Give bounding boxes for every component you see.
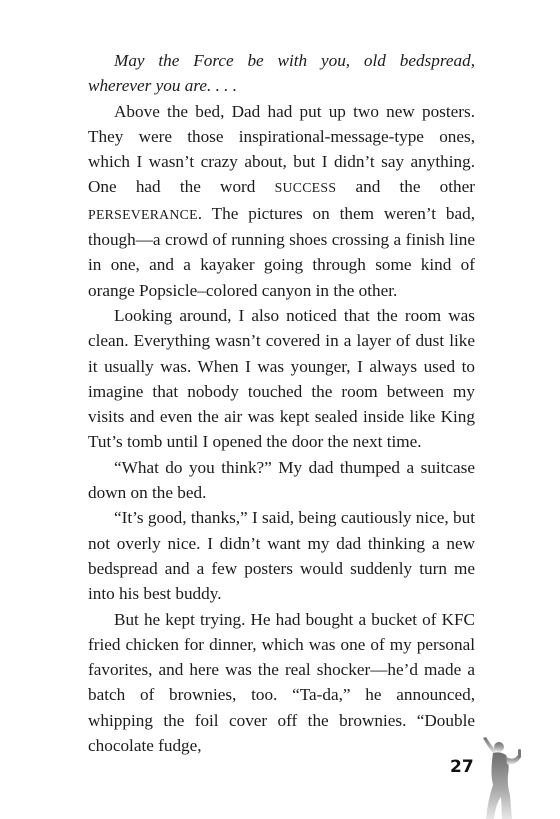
paragraph-1: May the Force be with you, old bedspread, wherever you are. . . . bbox=[88, 51, 475, 96]
paragraph-2-part-5: . The pictures on them weren’t bad, though—a crowd of running shoes crossing a finish line in one, and a kayaker going through some kind of orange Popsicle–colored canyon in the other. bbox=[88, 203, 475, 300]
page-number: 27 bbox=[450, 757, 474, 777]
paragraph-5: “It’s good, thanks,” I said, being cautiously nice, but not overly nice. I didn’t want my dad thinking a new bedspread and a few posters would suddenly turn me into his best buddy. bbox=[88, 508, 475, 604]
poster-word-success: SUCCESS bbox=[274, 180, 337, 196]
page-body bbox=[88, 48, 475, 758]
paragraph-2 bbox=[88, 99, 475, 303]
poster-word-perseverance: PERSEVERANCE bbox=[88, 206, 198, 222]
paragraph-2-part-1: Above the bed, Dad had put up two new posters. They were those inspirational-message-type ones, which I wasn’t crazy about, but I didn’t say anything. One had the word bbox=[88, 101, 475, 197]
paragraph-6: But he kept trying. He had bought a bucket of KFC fried chicken for dinner, which was one of my personal favorites, and here was the real shocker—he’d made a batch of brownies, too. “Ta-da,” he announced, whipping the foil cover off the brownies. “Double chocolate fudge, bbox=[88, 609, 475, 756]
paragraph-2-part-3: and the other bbox=[336, 177, 475, 197]
dancer-silhouette-icon bbox=[474, 733, 532, 819]
paragraph-4: “What do you think?” My dad thumped a suitcase down on the bed. bbox=[88, 457, 475, 503]
paragraph-3: Looking around, I also noticed that the room was clean. Everything wasn’t covered in a layer of dust like it usually was. When I was younger, I always used to imagine that nobody touched the room between my visits and even the air was kept sealed inside like King Tut’s tomb until I opened the door the next time. bbox=[88, 305, 475, 452]
